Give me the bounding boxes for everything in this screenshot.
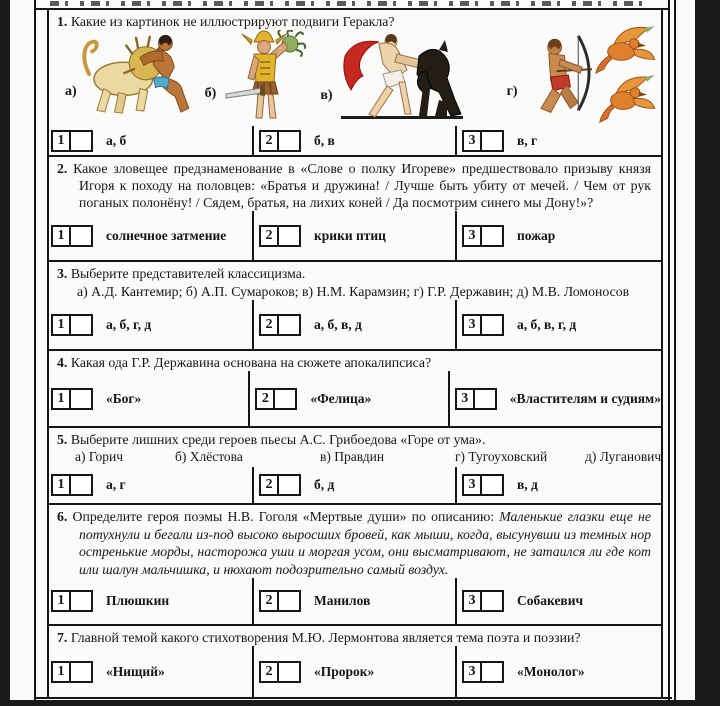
picture-b-label: б)	[204, 86, 217, 101]
question-3-text	[49, 262, 661, 282]
question-row-5	[49, 428, 661, 505]
answer-label: а, г	[106, 477, 126, 492]
question-quote: Маленькие глазки еще не потухнули и бегали из-под высоко выросших бровей, как мыши, когда, высунувши из темных нор остренькие морды, насторожа уши и моргая усом, они высматривают, не затаился ли где кот или шалун мальчишка, и нюхают подозрительно самый воздух.	[79, 509, 651, 577]
answer-box	[462, 225, 504, 247]
answer-number-cell: 1	[51, 314, 71, 336]
option-b: б) Хлёстова	[175, 449, 243, 464]
answer-row-5	[49, 467, 661, 503]
answer-box	[259, 225, 301, 247]
answer-option	[248, 371, 447, 426]
picture-v	[320, 30, 466, 122]
answer-checkbox[interactable]	[279, 590, 301, 612]
answer-label: «Бог»	[106, 390, 142, 406]
answer-number-cell: 1	[51, 590, 71, 612]
question-number: 6.	[57, 509, 68, 524]
answer-label: а, б, в, г, д	[517, 316, 577, 332]
answer-label: солнечное затмение	[106, 227, 227, 243]
worksheet-page	[10, 0, 695, 700]
question-row-7	[49, 626, 661, 697]
answer-option	[49, 646, 252, 697]
answer-label: б, д	[314, 477, 335, 492]
answer-number-cell: 1	[51, 130, 71, 152]
page-frame-right-line-2	[674, 0, 676, 700]
answer-checkbox[interactable]	[71, 130, 93, 152]
option-g: г) Тугоуховский	[455, 449, 548, 464]
answer-label: а, б	[106, 132, 127, 148]
answer-option	[49, 578, 252, 624]
answer-box	[462, 130, 504, 152]
answer-number-cell: 3	[455, 388, 475, 410]
answer-checkbox[interactable]	[279, 661, 301, 683]
answer-number-cell: 3	[462, 130, 482, 152]
answer-option	[49, 211, 252, 260]
answer-option	[455, 646, 661, 697]
answer-option	[455, 300, 661, 349]
answer-checkbox[interactable]	[482, 474, 504, 496]
answer-box	[462, 314, 504, 336]
answer-option	[252, 300, 455, 349]
answer-label: а, б, г, д	[106, 316, 152, 332]
answer-box	[51, 661, 93, 683]
answer-row-7	[49, 646, 661, 697]
answer-checkbox[interactable]	[71, 474, 93, 496]
answer-row-3	[49, 300, 661, 349]
question-row-1	[49, 10, 661, 157]
question-5-options	[49, 448, 661, 467]
answer-row-6	[49, 578, 661, 624]
answer-checkbox[interactable]	[279, 225, 301, 247]
answer-option	[455, 126, 661, 155]
page-frame-right-line-1	[668, 0, 670, 700]
answer-number-cell: 3	[462, 225, 482, 247]
answer-option	[252, 467, 455, 503]
answer-option	[252, 646, 455, 697]
picture-v-label: в)	[320, 88, 333, 103]
question-body: Какие из картинок не иллюстрируют подвиги Геракла?	[70, 14, 395, 29]
question-4-text	[49, 351, 661, 371]
answer-checkbox[interactable]	[482, 590, 504, 612]
question-number: 4.	[57, 355, 68, 370]
answer-label: пожар	[517, 227, 556, 243]
question-number: 5.	[57, 432, 68, 447]
answer-box	[51, 225, 93, 247]
answer-checkbox[interactable]	[482, 130, 504, 152]
question-row-2	[49, 157, 661, 262]
question-6-text	[49, 505, 661, 578]
answer-label: в, г	[517, 132, 538, 148]
answer-number-cell: 1	[51, 388, 71, 410]
answer-box	[462, 590, 504, 612]
answer-option	[49, 371, 248, 426]
question-body: Определите героя поэмы Н.В. Гоголя «Мертвые души» по описанию:	[72, 509, 500, 524]
question-5-text	[49, 428, 661, 448]
answer-box	[259, 661, 301, 683]
answer-box	[51, 590, 93, 612]
answer-checkbox[interactable]	[482, 661, 504, 683]
answer-box	[259, 474, 301, 496]
answer-label: «Властителям и судиям»	[509, 390, 661, 406]
answer-option	[49, 300, 252, 349]
question-body: Какая ода Г.Р. Державина основана на сюжете апокалипсиса?	[70, 355, 432, 370]
question-3-options: а) А.Д. Кантемир; б) А.П. Сумароков; в) Н.М. Карамзин; г) Г.Р. Державин; д) М.В. Ломоносов	[77, 284, 630, 299]
question-1-pictures	[49, 30, 661, 126]
answer-number-cell: 2	[259, 130, 279, 152]
answer-checkbox[interactable]	[279, 314, 301, 336]
question-body: Выберите лишних среди героев пьесы А.С. Грибоедова «Горе от ума».	[70, 432, 486, 447]
answer-checkbox[interactable]	[71, 590, 93, 612]
option-d: д) Луганович	[585, 449, 661, 464]
question-row-3	[49, 262, 661, 351]
answer-label: Манилов	[314, 593, 371, 608]
picture-b	[205, 30, 311, 124]
answer-label: Плюшкин	[106, 593, 170, 608]
question-number: 2.	[57, 161, 68, 176]
hercules-bull-wrestling-image	[335, 30, 467, 122]
answer-checkbox[interactable]	[482, 314, 504, 336]
answer-box	[259, 130, 301, 152]
answer-number-cell: 2	[255, 388, 275, 410]
question-number: 1.	[57, 14, 68, 29]
hercules-nemean-lion-image	[79, 30, 197, 116]
picture-a	[65, 30, 197, 116]
option-a: а) Горич	[75, 449, 123, 464]
answer-number-cell: 2	[259, 661, 279, 683]
answer-option	[448, 371, 661, 426]
answer-number-cell: 1	[51, 661, 71, 683]
option-v: в) Правдин	[320, 449, 385, 464]
answer-label: «Фелица»	[310, 390, 372, 406]
question-number: 3.	[57, 266, 68, 281]
question-number: 7.	[57, 630, 68, 645]
picture-a-label: а)	[65, 84, 77, 99]
answer-box	[259, 590, 301, 612]
answer-box	[51, 130, 93, 152]
answer-label: а, б, в, д	[314, 316, 362, 332]
answer-row-1	[49, 126, 661, 155]
clipped-text-row	[50, 1, 650, 6]
answer-checkbox[interactable]	[482, 225, 504, 247]
question-row-6	[49, 505, 661, 626]
question-row-4	[49, 351, 661, 428]
question-2-text	[49, 157, 661, 211]
answer-number-cell: 1	[51, 474, 71, 496]
answer-option	[252, 211, 455, 260]
answer-option	[455, 211, 661, 260]
hercules-stymphalian-birds-image	[520, 26, 660, 130]
answer-number-cell: 2	[259, 590, 279, 612]
answer-label: «Пророк»	[314, 663, 375, 679]
answer-box	[462, 661, 504, 683]
answer-option	[455, 467, 661, 503]
answer-number-cell: 3	[462, 314, 482, 336]
answer-number-cell: 3	[462, 590, 482, 612]
answer-number-cell: 2	[259, 225, 279, 247]
page-frame-left-line	[34, 0, 36, 700]
answer-label: Собакевич	[517, 593, 584, 608]
answer-box	[51, 388, 93, 410]
answer-checkbox[interactable]	[275, 388, 297, 410]
answer-row-4	[49, 371, 661, 426]
answer-option	[252, 126, 455, 155]
answer-checkbox[interactable]	[71, 388, 93, 410]
perseus-medusa-image	[218, 30, 310, 124]
answer-checkbox[interactable]	[71, 661, 93, 683]
answer-row-2	[49, 211, 661, 260]
answer-option	[455, 578, 661, 624]
answer-option	[252, 578, 455, 624]
quiz-table	[47, 8, 663, 699]
answer-box	[259, 314, 301, 336]
question-7-text	[49, 626, 661, 646]
answer-checkbox[interactable]	[279, 130, 301, 152]
answer-number-cell: 2	[259, 474, 279, 496]
answer-checkbox[interactable]	[71, 314, 93, 336]
question-body: Главной темой какого стихотворения М.Ю. Лермонтова является тема поэта и поэзии?	[70, 630, 581, 645]
answer-box	[255, 388, 297, 410]
answer-label: «Нищий»	[106, 663, 165, 679]
answer-number-cell: 2	[259, 314, 279, 336]
answer-box	[51, 474, 93, 496]
answer-label: в, д	[517, 477, 538, 492]
answer-option	[49, 126, 252, 155]
answer-label: «Монолог»	[517, 663, 585, 679]
answer-number-cell: 3	[462, 474, 482, 496]
answer-checkbox[interactable]	[71, 225, 93, 247]
answer-label: крики птиц	[314, 227, 386, 243]
answer-option	[49, 467, 252, 503]
picture-g-label: г)	[506, 84, 518, 99]
answer-checkbox[interactable]	[475, 388, 497, 410]
answer-box	[51, 314, 93, 336]
question-body: Какое зловещее предзнаменование в «Слове о полку Игореве» предшествовало призыву князя Игоря к походу на половцев: «Братья и дружина! / Лучше быть убиту от мечей. / Чем от рук поганых полонёну! / Сядем, братья, на лихих коней / Да посмотрим синего мы Дону!»?	[73, 161, 652, 210]
answer-checkbox[interactable]	[279, 474, 301, 496]
answer-number-cell: 1	[51, 225, 71, 247]
question-body: Выберите представителей классицизма.	[70, 266, 306, 281]
picture-g	[507, 30, 660, 130]
answer-number-cell: 3	[462, 661, 482, 683]
answer-label: б, в	[314, 132, 335, 148]
answer-box	[462, 474, 504, 496]
answer-box	[455, 388, 497, 410]
